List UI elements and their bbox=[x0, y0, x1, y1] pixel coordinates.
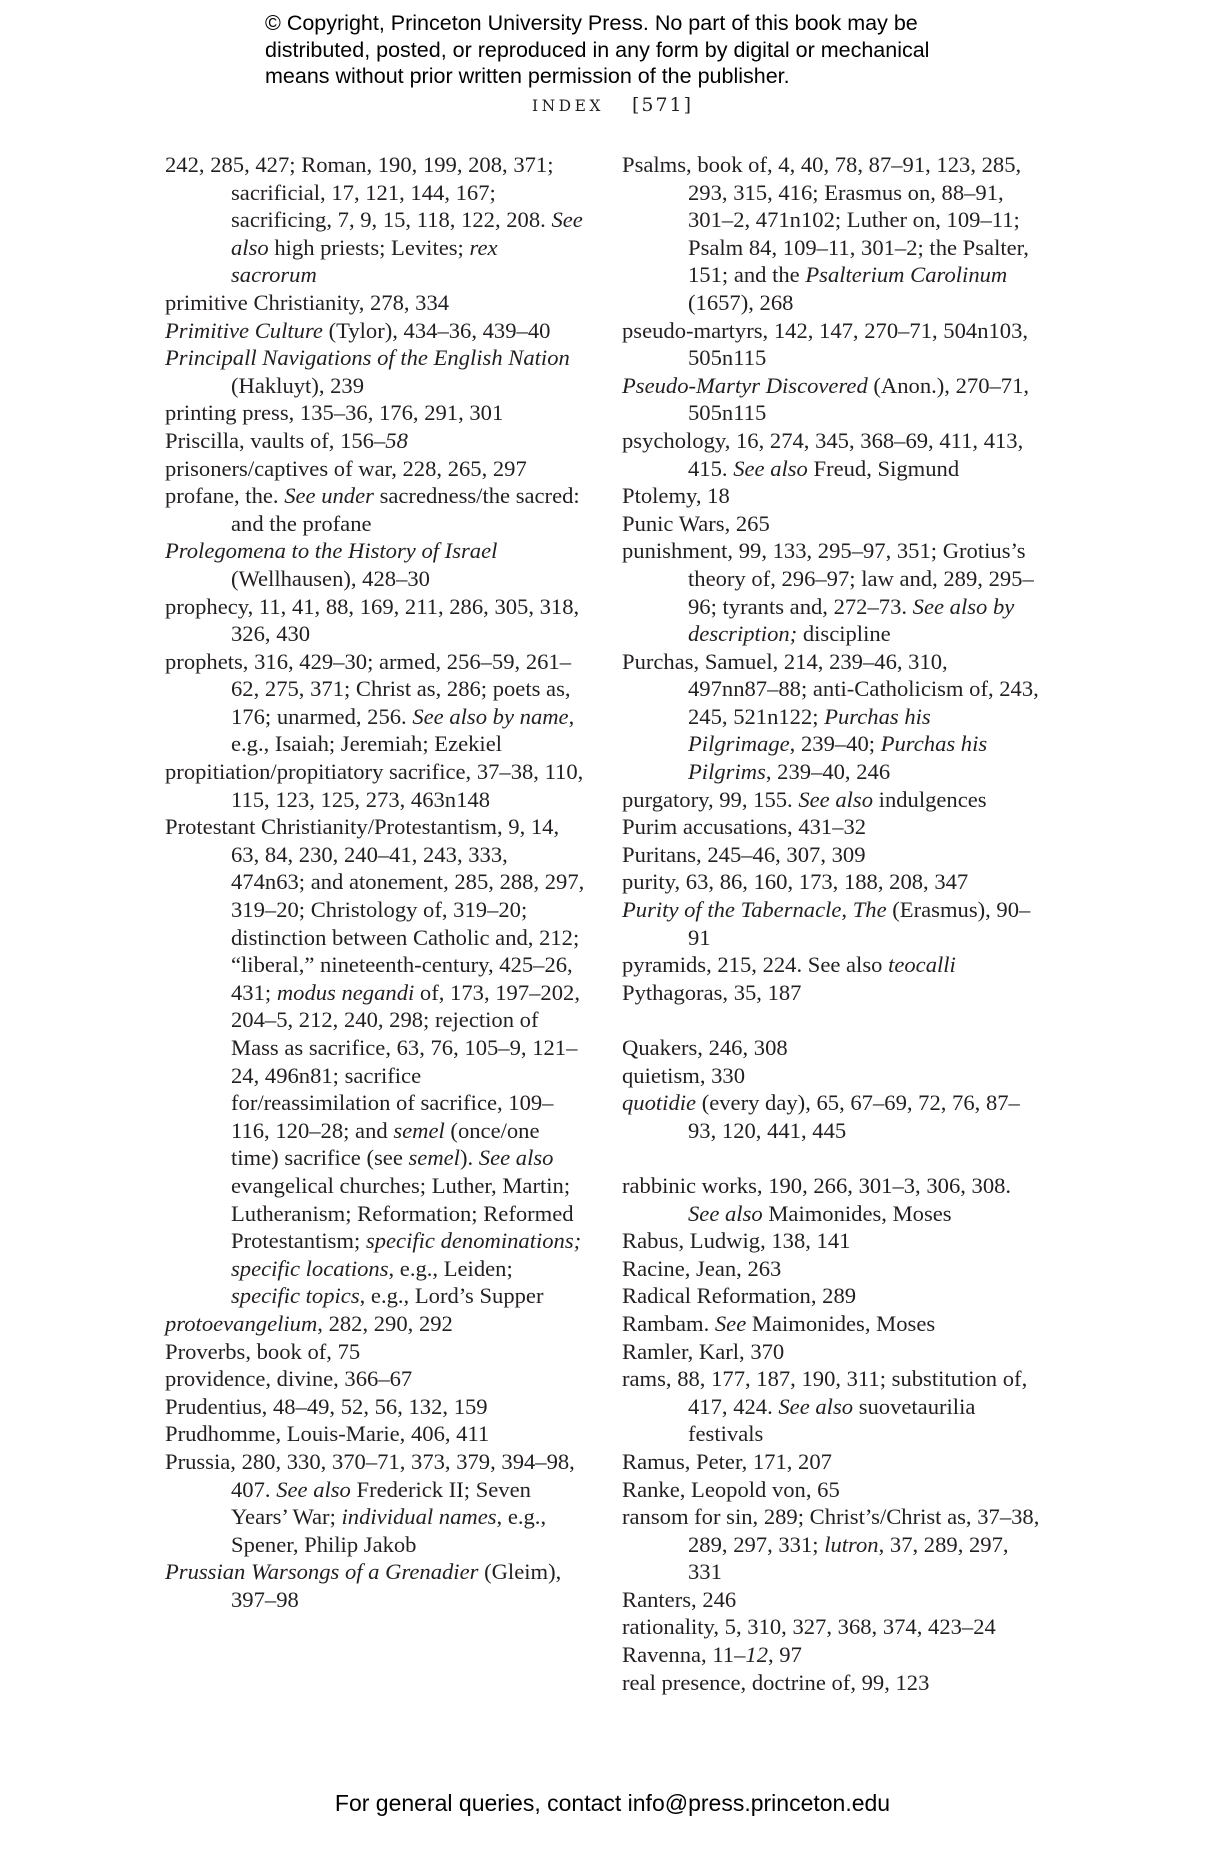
entry-text: discipline bbox=[797, 621, 891, 647]
entry-text: Maimonides, Moses bbox=[746, 1310, 936, 1336]
italic-text: See also bbox=[733, 455, 808, 481]
italic-text: semel bbox=[393, 1117, 445, 1143]
italic-text: 58 bbox=[385, 427, 408, 453]
index-entry-purity-tabernacle bbox=[622, 896, 1042, 951]
entry-text: printing press, 135–36, 176, 291, 301 bbox=[165, 400, 504, 426]
entry-text: , 97 bbox=[768, 1642, 802, 1668]
entry-text: suovetaurilia festivals bbox=[688, 1393, 976, 1447]
entry-text: , 239–40, 246 bbox=[765, 759, 891, 785]
entry-text: Frederick II; Seven Years’ War; bbox=[231, 1476, 531, 1530]
copyright-line: means without prior written permission of the publisher. bbox=[265, 64, 790, 88]
italic-text: protoevangelium bbox=[165, 1310, 318, 1336]
entry-text: real presence, doctrine of, 99, 123 bbox=[622, 1669, 930, 1695]
entry-text: , e.g., Lord’s Supper bbox=[359, 1283, 544, 1309]
entry-text: (Wellhausen), 428–30 bbox=[231, 565, 430, 591]
entry-text: Psalms, book of, 4, 40, 78, 87–91, 123, 285, 293, 315, 416; Erasmus on, 88–91, 301–2, 471n102; Luther on, 109–11; Psalm 84, 109–11, 301–2; the Psalter, 151; and the bbox=[622, 152, 1029, 288]
index-entry-purgatory bbox=[622, 786, 1042, 814]
index-entry-prussian-warsongs bbox=[165, 1558, 585, 1613]
index-entry-ptolemy bbox=[622, 482, 1042, 510]
index-entry-ransom bbox=[622, 1503, 1042, 1586]
italic-text: Purity of the Tabernacle, The bbox=[622, 897, 887, 923]
index-entry-puritans bbox=[622, 841, 1042, 869]
italic-text: specific denominations; specific locations bbox=[231, 1228, 582, 1281]
entry-text: quietism, 330 bbox=[622, 1062, 746, 1088]
entry-text: Ravenna, 11– bbox=[622, 1642, 746, 1668]
italic-text: Prolegomena to the History of Israel bbox=[165, 538, 498, 564]
entry-text: (once/one time) sacrifice (see bbox=[231, 1117, 540, 1171]
italic-text: See bbox=[714, 1310, 747, 1336]
index-entry-providence bbox=[165, 1365, 585, 1393]
copyright-notice bbox=[265, 10, 1025, 90]
entry-text: prisoners/captives of war, 228, 265, 297 bbox=[165, 455, 527, 481]
italic-text: specific topics bbox=[231, 1283, 360, 1309]
entry-text: Proverbs, book of, 75 bbox=[165, 1338, 361, 1364]
entry-text: Prussia, 280, 330, 370–71, 373, 379, 394–98, 407. bbox=[165, 1448, 575, 1502]
index-entry-purity bbox=[622, 868, 1042, 896]
entry-text: Rabus, Ludwig, 138, 141 bbox=[622, 1228, 851, 1254]
italic-text: lutron bbox=[824, 1531, 879, 1557]
index-entry-psalms bbox=[622, 151, 1042, 317]
italic-text: Primitive Culture bbox=[165, 317, 323, 343]
italic-text: 12 bbox=[745, 1642, 768, 1668]
italic-text: See also bbox=[778, 1393, 854, 1419]
italic-text: Psalterium Carolinum bbox=[805, 262, 1008, 288]
index-entry-real-presence bbox=[622, 1669, 1042, 1697]
index-entry-prussia bbox=[165, 1448, 585, 1558]
index-entry-pseudo-martyrs bbox=[622, 317, 1042, 372]
entry-text: Puritans, 245–46, 307, 309 bbox=[622, 841, 866, 867]
entry-text: Maimonides, Moses bbox=[762, 1200, 952, 1226]
index-entry-principall-navigations bbox=[165, 344, 585, 399]
index-entry-primitive-culture bbox=[165, 317, 585, 345]
index-entry-protestant bbox=[165, 813, 585, 1310]
entry-text: Ramler, Karl, 370 bbox=[622, 1338, 785, 1364]
index-entry-ramus bbox=[622, 1448, 1042, 1476]
italic-text: Pseudo-Martyr Discovered bbox=[622, 372, 868, 398]
index-entry-purchas bbox=[622, 648, 1042, 786]
index-entry-prisoners bbox=[165, 455, 585, 483]
entry-text: profane, the. bbox=[165, 483, 285, 509]
index-entry-quakers bbox=[622, 1034, 1042, 1062]
entry-text: Pythagoras, 35, 187 bbox=[622, 979, 802, 1005]
entry-text: Rambam. bbox=[622, 1310, 715, 1336]
index-entry-racine bbox=[622, 1255, 1042, 1283]
index-entry-proverbs bbox=[165, 1338, 585, 1366]
entry-text: Racine, Jean, 263 bbox=[622, 1255, 782, 1281]
italic-text: modus negandi bbox=[276, 979, 415, 1005]
entry-text: (Anon.), 270–71, 505n115 bbox=[688, 372, 1030, 426]
italic-text: semel bbox=[408, 1145, 460, 1171]
italic-text: quotidie bbox=[622, 1090, 697, 1116]
entry-text: Freud, Sigmund bbox=[807, 455, 960, 481]
entry-text: , e.g., Leiden; bbox=[388, 1255, 513, 1281]
italic-text: Prussian Warsongs of a Grenadier bbox=[165, 1559, 479, 1585]
entry-text: high priests; Levites; bbox=[268, 234, 470, 260]
italic-text: See under bbox=[284, 483, 374, 509]
entry-text: propitiation/propitiatory sacrifice, 37–38, 110, 115, 123, 125, 273, 463n148 bbox=[165, 759, 584, 812]
entry-text: Prudentius, 48–49, 52, 56, 132, 159 bbox=[165, 1393, 488, 1419]
entry-text: Punic Wars, 265 bbox=[622, 510, 770, 536]
index-entry-punic-wars bbox=[622, 510, 1042, 538]
index-entry-prophets bbox=[165, 648, 585, 758]
entry-text: evangelical churches; Luther, Martin; Lutheranism; Reformation; Reformed Protestantism; bbox=[231, 1172, 574, 1254]
entry-text: prophecy, 11, 41, 88, 169, 211, 286, 305, 318, 326, 430 bbox=[165, 593, 580, 647]
index-entry-purim bbox=[622, 813, 1042, 841]
index-column-right bbox=[622, 151, 1042, 1696]
index-entry-psychology bbox=[622, 427, 1042, 482]
entry-text: (Tylor), 434–36, 439–40 bbox=[322, 317, 551, 343]
entry-text: ). bbox=[459, 1145, 479, 1171]
entry-text: , e.g., Spener, Philip Jakob bbox=[231, 1504, 547, 1557]
italic-text: See also bbox=[276, 1476, 351, 1502]
italic-text: See also bbox=[688, 1200, 763, 1226]
entry-text: sacredness/the sacred: and the profane bbox=[231, 483, 580, 536]
index-entry-rabus bbox=[622, 1227, 1042, 1255]
italic-text: Purchas his Pilgrimage bbox=[688, 703, 931, 757]
index-entry-quotidie bbox=[622, 1089, 1042, 1144]
entry-text: Ramus, Peter, 171, 207 bbox=[622, 1448, 832, 1474]
index-entry-ravenna bbox=[622, 1641, 1042, 1669]
letter-group-gap bbox=[622, 1006, 1042, 1034]
index-entry-pyramids bbox=[622, 951, 1042, 979]
entry-text: Purchas, Samuel, 214, 239–46, 310, 497nn87–88; anti-Catholicism of, 243, 245, 521n122; bbox=[622, 648, 1039, 729]
entry-text: , e.g., Isaiah; Jeremiah; Ezekiel bbox=[231, 703, 575, 757]
entry-text: Prudhomme, Louis-Marie, 406, 411 bbox=[165, 1421, 490, 1447]
italic-text: Principall Navigations of the English Nation bbox=[165, 345, 570, 371]
entry-text: ransom for sin, 289; Christ’s/Christ as, 37–38, 289, 297, 331; bbox=[622, 1504, 1040, 1557]
italic-text: Purchas his Pilgrims bbox=[688, 731, 988, 785]
index-entry-prudentius bbox=[165, 1393, 585, 1421]
index-entry-printing-press bbox=[165, 399, 585, 427]
index-entry-radical-reformation bbox=[622, 1282, 1042, 1310]
entry-text: Quakers, 246, 308 bbox=[622, 1035, 788, 1060]
index-entry-pythagoras bbox=[622, 979, 1042, 1007]
entry-text: pseudo-martyrs, 142, 147, 270–71, 504n103, 505n115 bbox=[622, 317, 1029, 371]
index-column-left bbox=[165, 151, 585, 1613]
entry-text: Purim accusations, 431–32 bbox=[622, 814, 867, 840]
running-head-section: INDEX bbox=[531, 97, 604, 115]
entry-text: (Erasmus), 90–91 bbox=[688, 897, 1031, 950]
index-entry-protoevangelium bbox=[165, 1310, 585, 1338]
entry-text: (Gleim), 397–98 bbox=[231, 1559, 562, 1612]
entry-text: rationality, 5, 310, 327, 368, 374, 423–24 bbox=[622, 1614, 996, 1640]
index-entry-primitive-christianity bbox=[165, 289, 585, 317]
entry-text: Ranters, 246 bbox=[622, 1586, 737, 1612]
italic-text: See also by description; bbox=[688, 593, 1015, 647]
index-entry-cont bbox=[165, 151, 585, 289]
copyright-line: distributed, posted, or reproduced in any form by digital or mechanical bbox=[265, 37, 930, 62]
index-entry-rationality bbox=[622, 1613, 1042, 1641]
entry-text: punishment, 99, 133, 295–97, 351; Grotius’s theory of, 296–97; law and, 289, 295–96; tyrants and, 272–73. bbox=[622, 538, 1034, 619]
index-entry-ranke bbox=[622, 1476, 1042, 1504]
italic-text: See also by name bbox=[412, 703, 569, 729]
italic-text: rex sacrorum bbox=[231, 234, 498, 288]
index-entry-priscilla bbox=[165, 427, 585, 455]
entry-text: psychology, 16, 274, 345, 368–69, 411, 413, 415. bbox=[622, 427, 1024, 481]
index-entry-rabbinic bbox=[622, 1172, 1042, 1227]
entry-text: Ptolemy, 18 bbox=[622, 483, 730, 509]
entry-text: Ranke, Leopold von, 65 bbox=[622, 1476, 840, 1502]
index-entry-prophecy bbox=[165, 593, 585, 648]
entry-text: rams, 88, 177, 187, 190, 311; substitution of, 417, 424. bbox=[622, 1366, 1028, 1419]
index-entry-quietism bbox=[622, 1062, 1042, 1090]
entry-text: (1657), 268 bbox=[688, 289, 794, 315]
index-entry-ranters bbox=[622, 1586, 1042, 1614]
index-entry-profane bbox=[165, 482, 585, 537]
italic-text: individual names bbox=[341, 1504, 497, 1530]
entry-text: rabbinic works, 190, 266, 301–3, 306, 308. bbox=[622, 1172, 1012, 1198]
page-number: [571] bbox=[631, 94, 694, 116]
index-entry-pseudo-martyr-discovered bbox=[622, 372, 1042, 427]
italic-text: See also bbox=[231, 207, 583, 260]
index-entry-propitiation bbox=[165, 758, 585, 813]
entry-text: purity, 63, 86, 160, 173, 188, 208, 347 bbox=[622, 869, 969, 895]
running-head bbox=[0, 94, 1225, 116]
index-entry-rams bbox=[622, 1365, 1042, 1448]
index-entry-rambam bbox=[622, 1310, 1042, 1338]
entry-text: , 37, 289, 297, 331 bbox=[688, 1531, 1009, 1585]
entry-text: providence, divine, 366–67 bbox=[165, 1366, 413, 1392]
copyright-line: © Copyright, Princeton University Press. No part of this book may be bbox=[265, 11, 918, 35]
entry-text: Protestant Christianity/Protestantism, 9, 14, 63, 84, 230, 240–41, 243, 333, 474n63; and atonement, 285, 288, 297, 319–20; Christology of, 319–20; distinction between Catholic and, 212; “liberal,” nineteenth-century, 425–26, 431; bbox=[165, 814, 585, 1005]
entry-text: Priscilla, vaults of, 156– bbox=[165, 427, 386, 453]
index-entry-punishment bbox=[622, 537, 1042, 647]
entry-text: of, 173, 197–202, 204–5, 212, 240, 298; rejection of Mass as sacrifice, 63, 76, 105–9, 121–24, 496n81; sacrifice for/reassimilation of sacrifice, 109–116, 120–28; and bbox=[231, 979, 580, 1143]
entry-text: indulgences bbox=[873, 786, 987, 812]
entry-text: prophets, 316, 429–30; armed, 256–59, 261–62, 275, 371; Christ as, 286; poets as, 176; unarmed, 256. bbox=[165, 648, 572, 729]
index-entry-prudhomme bbox=[165, 1420, 585, 1448]
entry-text: (Hakluyt), 239 bbox=[231, 372, 365, 398]
entry-text: primitive Christianity, 278, 334 bbox=[165, 289, 450, 315]
entry-text: 242, 285, 427; Roman, 190, 199, 208, 371; sacrificial, 17, 121, 144, 167; sacrificing, 7, 9, 15, 118, 122, 208. bbox=[165, 152, 554, 233]
footer-contact: For general queries, contact info@press.princeton.edu bbox=[334, 1790, 891, 1816]
italic-text: See also bbox=[798, 786, 874, 812]
italic-text: See also bbox=[478, 1145, 554, 1171]
entry-text: , 239–40; bbox=[789, 731, 881, 757]
italic-text: teocalli bbox=[888, 952, 956, 978]
entry-text: (every day), 65, 67–69, 72, 76, 87–93, 120, 441, 445 bbox=[688, 1090, 1020, 1143]
entry-text: Radical Reformation, 289 bbox=[622, 1283, 857, 1309]
index-entry-prolegomena bbox=[165, 537, 585, 592]
entry-text: pyramids, 215, 224. See also bbox=[622, 952, 889, 978]
entry-text: purgatory, 99, 155. bbox=[622, 786, 799, 812]
letter-group-gap bbox=[622, 1144, 1042, 1172]
entry-text: , 282, 290, 292 bbox=[317, 1310, 453, 1336]
index-entry-ramler bbox=[622, 1338, 1042, 1366]
